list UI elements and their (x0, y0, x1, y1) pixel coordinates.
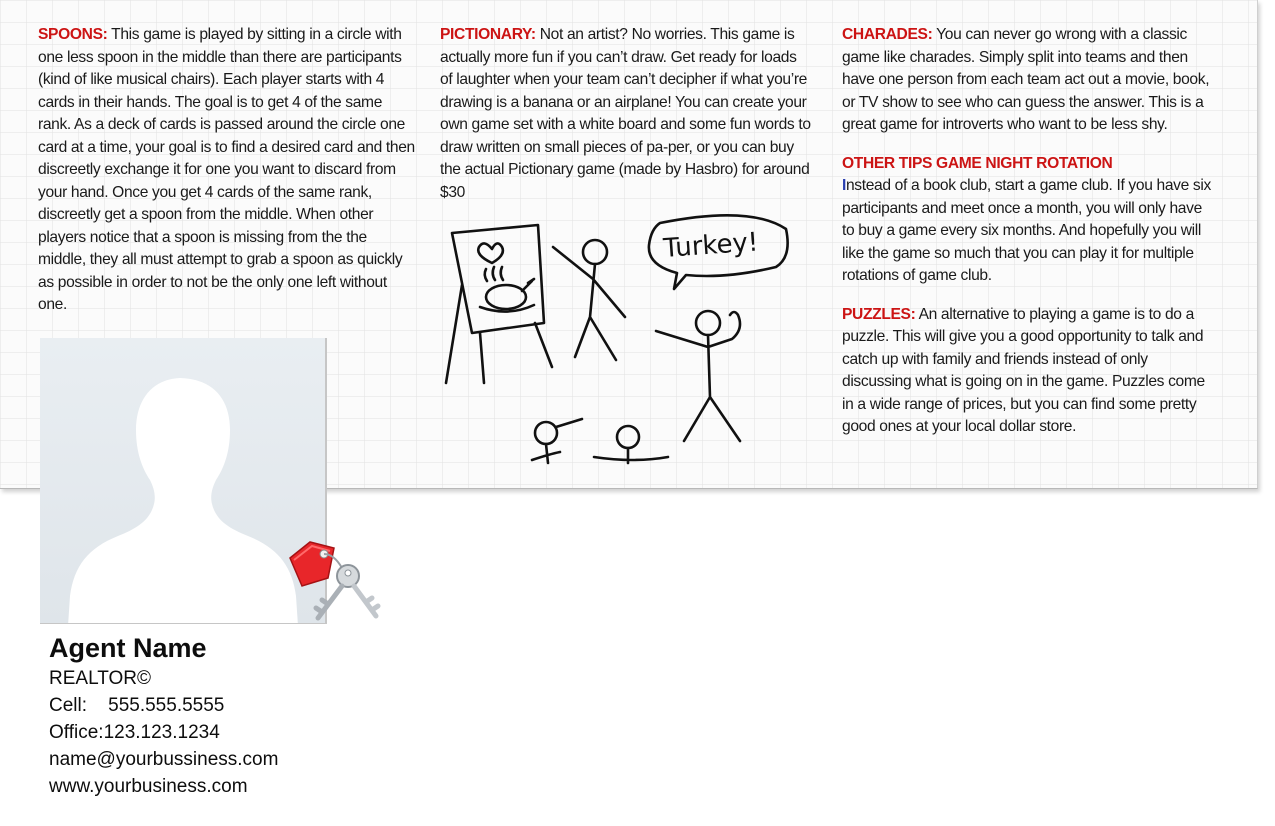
easel-leg-right (535, 323, 552, 367)
other-tips-heading: OTHER TIPS GAME NIGHT ROTATION (842, 154, 1113, 172)
turkey-doodle (486, 285, 526, 309)
pictionary-sketch-illustration (440, 205, 800, 470)
agent-cell-line (49, 692, 449, 719)
other-tips-text: nstead of a book club, start a game club. If you have six participants and meet once a month, you will only have to buy a game every six months. And hopefully you will like the game so much that you can play it for multiple rotations of game club. (842, 177, 1211, 284)
spoons-heading: SPOONS: (38, 26, 108, 43)
agent-title: REALTOR© (49, 668, 151, 689)
puzzles-text: An alternative to playing a game is to do a puzzle. This will give you a good opportunity to talk and catch up with family and friends instead of only discussing what is going on in the game. Puzzles come in a wide range of prices, but you can find some pretty good ones at your local dollar store. (842, 305, 1205, 435)
easel-leg-left (446, 285, 462, 383)
agent-contact-block (49, 631, 449, 800)
puzzles-heading: PUZZLES: (842, 305, 916, 323)
stick-figure-head-1 (583, 240, 607, 264)
pictionary-text: Not an artist? No worries. This game is actually more fun if you can’t draw. Get ready for loads of laughter when your team can’t decipher if what you’re drawing is a banana or an airplane! You can create your own game set with a white board and some fun words to draw written on small pieces of pa-per, or you can buy the actual Pictionary game (made by Hasbro) for around $30 (440, 26, 811, 201)
agent-name: Agent Name (49, 633, 207, 663)
agent-email[interactable]: name@yourbussiness.com (49, 749, 279, 770)
silhouette-placeholder-icon (40, 338, 325, 623)
stick-figure-head-4 (617, 426, 639, 448)
stick-figure-head-3 (535, 422, 557, 444)
office-number[interactable]: 123.123.1234 (103, 722, 220, 743)
charades-text: You can never go wrong with a classic game like charades. Simply split into teams and then have one person from each team act out a movie, book, or TV show to see who can guess the answer. This is a great game for introverts who want to be less shy. (842, 26, 1210, 133)
speech-bubble-text: Turkey! (662, 227, 760, 264)
pictionary-paragraph (440, 24, 812, 204)
spoons-text: This game is played by sitting in a circle with one less spoon in the middle than there are participants (kind of like musical chairs). Each player starts with 4 cards in their hands. The goal is to get 4 of the same rank. As a deck of cards is passed around the circle one card at a time, your goal is to find a desired card and then discreetly exchange it for one you want to discard from your hand. Once you get 4 cards of the same rank, discreetly get a spoon from the middle. When other players notice that a spoon is missing from the the middle, they all must attempt to grab a spoon as quickly as possible in order to not be the only one left without one. (38, 26, 415, 313)
right-column (842, 24, 1214, 439)
easel-leg-mid (480, 333, 484, 383)
spoons-paragraph (38, 24, 416, 317)
spoons-column (38, 24, 416, 317)
pictionary-heading: PICTIONARY: (440, 26, 536, 43)
agent-website[interactable]: www.yourbusiness.com (49, 776, 248, 797)
puzzles-paragraph (842, 304, 1214, 439)
stick-figure-head-2 (696, 311, 720, 335)
charades-heading: CHARADES: (842, 26, 933, 43)
pictionary-column (440, 24, 812, 204)
other-tips-paragraph (842, 175, 1214, 288)
cell-label: Cell: (49, 695, 88, 716)
agent-office-line (49, 719, 449, 746)
house-keys-icon (284, 536, 384, 626)
office-label: Office: (49, 722, 104, 743)
cell-number[interactable]: 555.555.5555 (108, 695, 225, 716)
other-tips-initial: I (842, 177, 846, 194)
heart-doodle (478, 243, 503, 263)
charades-paragraph (842, 24, 1214, 137)
easel-board (452, 225, 544, 333)
